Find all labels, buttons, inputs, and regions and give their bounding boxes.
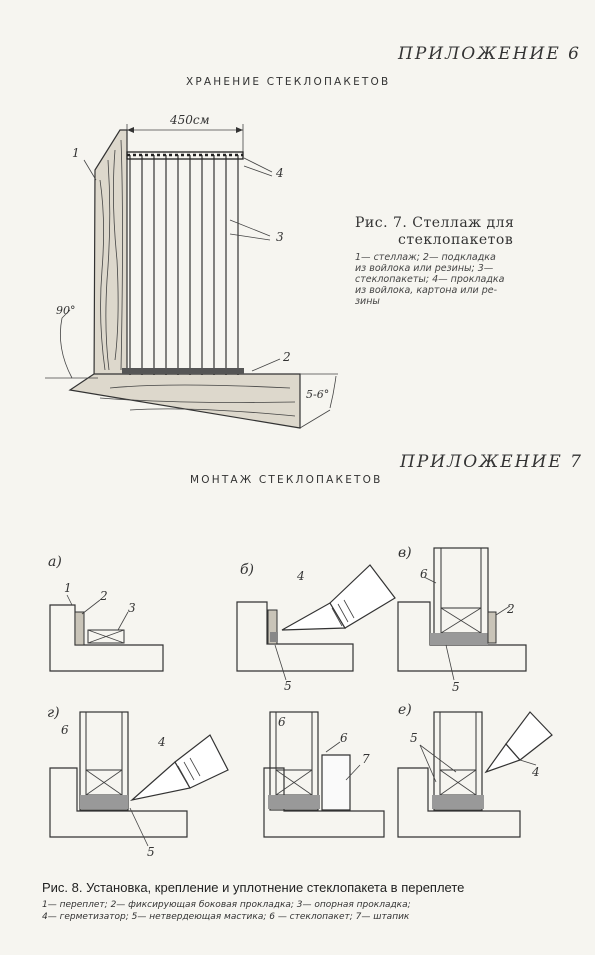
slope-label: 5-6° [306,388,330,401]
panel-c-callout-6: 6 [420,567,428,581]
panel-d-callout-4: 4 [158,735,166,749]
panel-e-callout-7: 7 [362,752,370,766]
dimension-label: 450см [170,113,210,127]
fig7-caption-line: стеклопакеты; 4— прокладка [355,274,505,285]
panel-a-letter: а) [48,554,62,570]
glass-units [130,155,238,375]
panel-a-callout-2: 2 [100,589,108,603]
panel-a-callout-3: 3 [128,601,136,615]
panel-b-callout-4: 4 [297,569,305,583]
rack-base-board [70,374,300,428]
fig7-caption-line: из войлока или резины; 3— [355,263,494,274]
rack-back-board [94,130,127,390]
panel-f-callout-4: 4 [532,765,540,779]
storage-section-title: ХРАНЕНИЕ СТЕКЛОПАКЕТОВ [186,76,391,88]
callout-rack-3: 3 [276,230,284,244]
callout-rack-2: 2 [283,350,291,364]
panel-e-callout-6b: 6 [340,731,348,745]
panel-b-letter: б) [240,562,255,578]
fig7-caption-line: 1— стеллаж; 2— подкладка [355,252,496,263]
panel-d-callout-5: 5 [147,845,155,859]
panel-c-callout-2: 2 [507,602,515,616]
fig7-caption-body [355,252,504,307]
mounting-section-title: МОНТАЖ СТЕКЛОПАКЕТОВ [190,474,383,486]
panel-b-callout-5: 5 [284,679,292,693]
panel-c-letter: в) [398,545,412,561]
panel-a [50,595,163,671]
dimension-line [127,124,243,155]
appendix-7-heading: ПРИЛОЖЕНИЕ 7 [400,452,584,472]
appendix-6-heading: ПРИЛОЖЕНИЕ 6 [398,44,582,64]
panel-a-callout-1: 1 [64,581,72,595]
fig7-caption-line: зины [355,296,380,307]
fig8-legend-2: 4— герметизатор; 5— нетвердеющая мастика; 6 — стеклопакет; 7— штапик [42,912,410,922]
fig7-caption-line: из войлока, картона или ре- [355,285,498,296]
panel-d-callout-6: 6 [61,723,69,737]
panel-b [237,565,395,680]
angle-label: 90° [56,304,76,317]
fig7-caption-title-1: Рис. 7. Стеллаж для [355,215,515,231]
panel-f [398,712,552,837]
slope-marker [300,374,338,428]
angle-arc [45,310,98,378]
fig8-caption: Рис. 8. Установка, крепление и уплотнение стеклопакета в переплете [42,880,465,895]
panel-d-letter: г) [47,705,60,721]
fig7-caption-title-2: стеклопакетов [398,232,514,248]
callout-rack-1: 1 [72,146,80,160]
panel-e [264,712,384,837]
panel-e-callout-6: 6 [278,715,286,729]
bottom-gasket-strip [122,368,244,374]
panel-d [50,712,228,846]
panel-f-callout-5: 5 [410,731,418,745]
fig8-legend-1: 1— переплет; 2— фиксирующая боковая прокладка; 3— опорная прокладка; [42,900,411,910]
panel-f-letter: е) [398,702,412,718]
callout-rack-4: 4 [276,166,284,180]
panel-c-callout-5: 5 [452,680,460,694]
